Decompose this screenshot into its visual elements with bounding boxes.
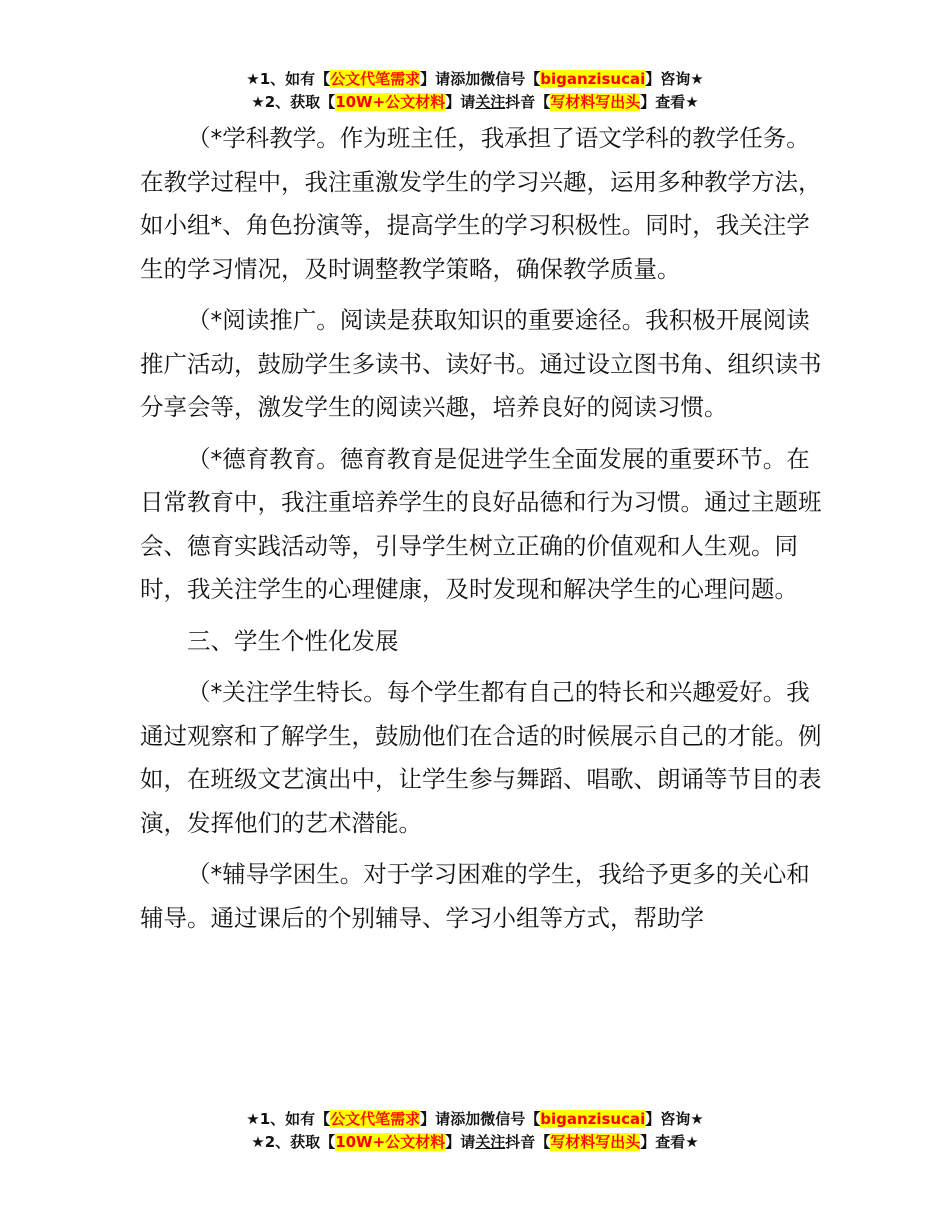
banner-line-1 <box>0 68 950 91</box>
banner-text: ★2、获取【 <box>251 93 336 111</box>
banner-emphasis: 关注 <box>475 1133 506 1151</box>
paragraph: （*学科教学。作为班主任，我承担了语文学科的教学任务。在教学过程中，我注重激发学生的学习兴趣，运用多种教学方法，如小组*、角色扮演等，提高学生的学习积极性。同时，我关注学生的学习情况，及时调整教学策略，确保教学质量。 <box>140 124 822 283</box>
banner-highlight: biganzisucai <box>540 1110 646 1128</box>
banner-highlight: biganzisucai <box>540 70 646 88</box>
banner-line-1 <box>0 1108 950 1131</box>
footer-banner <box>0 1108 950 1154</box>
banner-text: 抖音【 <box>505 93 551 111</box>
banner-text: 】查看★ <box>640 1133 699 1151</box>
banner-text: 】请 <box>420 70 451 88</box>
banner-text: 】咨询★ <box>645 70 704 88</box>
banner-text: 】请 <box>445 1133 476 1151</box>
banner-emphasis: 关注 <box>475 93 506 111</box>
banner-highlight: 公文代笔需求 <box>330 1110 421 1128</box>
banner-text: ★1、如有【 <box>246 1110 331 1128</box>
paragraph: （*关注学生特长。每个学生都有自己的特长和兴趣爱好。我通过观察和了解学生，鼓励他们在合适的时候展示自己的才能。例如，在班级文艺演出中，让学生参与舞蹈、唱歌、朗诵等节目的表演，发挥他们的艺术潜能。 <box>140 678 822 837</box>
banner-text: 微信号【 <box>480 70 541 88</box>
banner-text: 】查看★ <box>640 93 699 111</box>
banner-highlight: 写材料写出头 <box>550 93 641 111</box>
banner-text: ★1、如有【 <box>246 70 331 88</box>
banner-text: 】咨询★ <box>645 1110 704 1128</box>
banner-highlight: 写材料写出头 <box>550 1133 641 1151</box>
section-heading: 三、学生个性化发展 <box>187 626 399 655</box>
banner-emphasis: 添加 <box>450 70 481 88</box>
banner-text: 微信号【 <box>480 1110 541 1128</box>
paragraph: （*辅导学困生。对于学习困难的学生，我给予更多的关心和辅导。通过课后的个别辅导、学习小组等方式，帮助学 <box>140 860 810 932</box>
banner-emphasis: 添加 <box>450 1110 481 1128</box>
banner-text: ★2、获取【 <box>251 1133 336 1151</box>
header-banner <box>0 68 950 114</box>
banner-line-2 <box>0 1131 950 1154</box>
banner-highlight: 10W+公文材料 <box>335 93 446 111</box>
paragraph: （*阅读推广。阅读是获取知识的重要途径。我积极开展阅读推广活动，鼓励学生多读书、读好书。通过设立图书角、组织读书分享会等，激发学生的阅读兴趣，培养良好的阅读习惯。 <box>140 306 822 421</box>
banner-highlight: 公文代笔需求 <box>330 70 421 88</box>
banner-highlight: 10W+公文材料 <box>335 1133 446 1151</box>
paragraph: （*德育教育。德育教育是促进学生全面发展的重要环节。在日常教育中，我注重培养学生的良好品德和行为习惯。通过主题班会、德育实践活动等，引导学生树立正确的价值观和人生观。同时，我关注学生的心理健康，及时发现和解决学生的心理问题。 <box>140 444 822 603</box>
banner-line-2 <box>0 91 950 114</box>
banner-text: 】请 <box>420 1110 451 1128</box>
banner-text: 】请 <box>445 93 476 111</box>
document-body <box>140 117 830 948</box>
banner-text: 抖音【 <box>505 1133 551 1151</box>
